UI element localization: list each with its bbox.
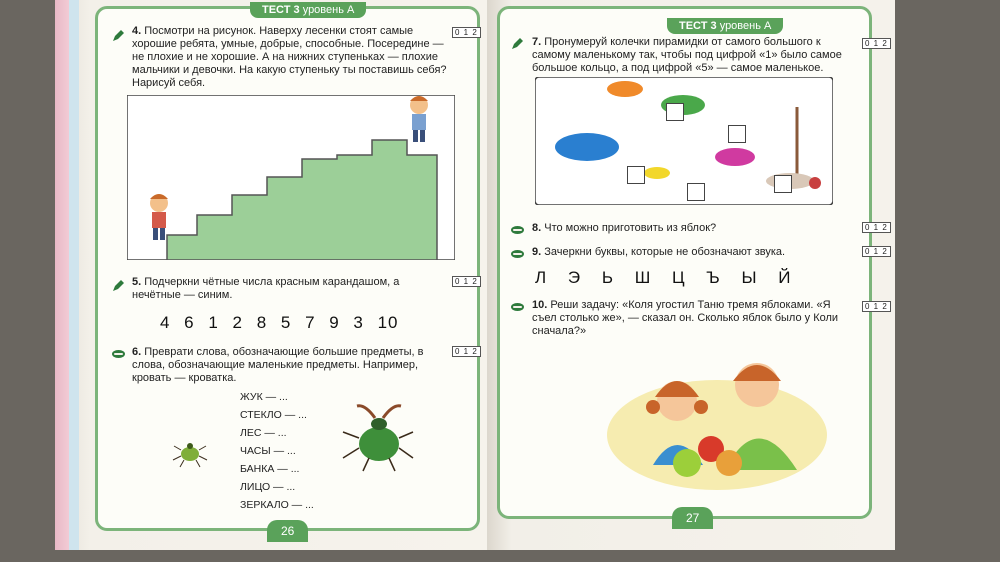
right-page <box>487 0 895 550</box>
answer-box[interactable] <box>666 103 684 121</box>
answer-box[interactable] <box>687 183 705 201</box>
answer-box[interactable] <box>728 125 746 143</box>
word-item: ЧАСЫ — ... <box>240 445 296 457</box>
stag-beetle-picture <box>337 398 417 473</box>
stairs-picture <box>127 95 455 260</box>
left-header-tab: ТЕСТ 3 уровень А <box>250 2 366 18</box>
task-10: 10. Реши задачу: «Коля угостил Таню тремя яблоками. «Я съел столько же», — сказал он. Сколько яблок было у Коли сначала?» <box>532 299 839 337</box>
children-apples-picture <box>607 345 827 490</box>
answer-box[interactable] <box>627 166 645 184</box>
task-9: 9. Зачеркни буквы, которые не обозначают звука. <box>532 246 786 258</box>
letters-row: Л Э Ь Ш Ц Ъ Ы Й <box>535 268 791 287</box>
page-edge-blue <box>69 0 79 550</box>
pencil-icon <box>112 30 124 42</box>
small-beetle-picture <box>170 438 210 468</box>
task-6-score[interactable]: 0 1 2 <box>452 346 481 357</box>
page-edge-pink <box>55 0 69 550</box>
word-item: СТЕКЛО — ... <box>240 409 307 421</box>
task-10-score[interactable]: 0 1 2 <box>862 301 891 312</box>
word-item: ЖУК — ... <box>240 391 288 403</box>
open-workbook <box>55 0 895 562</box>
task-4: 4. Посмотри на рисунок. Наверху лесенки стоят самые хорошие ребята, умные, добрые, способные. Посередине — не плохие и не хорошие. А на нижних ступеньках — плохие мальчики и девочки. На какую ступеньку ты поставишь себя? Нарисуй себя. <box>132 25 447 89</box>
task-7-score[interactable]: 0 1 2 <box>862 38 891 49</box>
right-header-tab: ТЕСТ 3 уровень А <box>667 18 783 34</box>
numbers-row: 4 6 1 2 8 5 7 9 3 10 <box>160 313 399 332</box>
task-8: 8. Что можно приготовить из яблок? <box>532 222 717 234</box>
word-list <box>240 388 314 514</box>
task-6: 6. Преврати слова, обозначающие большие предметы, в слова, обозначающие маленькие предметы. Например, кровать — кроватка. <box>132 346 424 384</box>
page-number-right: 27 <box>672 507 713 529</box>
lips-icon <box>511 250 524 258</box>
word-item: ЛИЦО — ... <box>240 481 296 493</box>
word-item: БАНКА — ... <box>240 463 300 475</box>
task-8-score[interactable]: 0 1 2 <box>862 222 891 233</box>
left-page <box>55 0 487 550</box>
page-number-left: 26 <box>267 520 308 542</box>
answer-box[interactable] <box>774 175 792 193</box>
word-item: ЗЕРКАЛО — ... <box>240 499 314 511</box>
lips-icon <box>112 350 125 358</box>
lips-icon <box>511 303 524 311</box>
task-5: 5. Подчеркни чётные числа красным карандашом, а нечётные — синим. <box>132 276 400 301</box>
task-9-score[interactable]: 0 1 2 <box>862 246 891 257</box>
task-7: 7. Пронумеруй колечки пирамидки от самого большого к самому маленькому так, чтобы под цифрой «1» было самое большое кольцо, а под цифрой «5» — самое маленькое. <box>532 36 842 74</box>
word-item: ЛЕС — ... <box>240 427 287 439</box>
task-4-score[interactable]: 0 1 2 <box>452 27 481 38</box>
pencil-icon <box>511 38 523 50</box>
lips-icon <box>511 226 524 234</box>
task-5-score[interactable]: 0 1 2 <box>452 276 481 287</box>
pencil-icon <box>112 280 124 292</box>
